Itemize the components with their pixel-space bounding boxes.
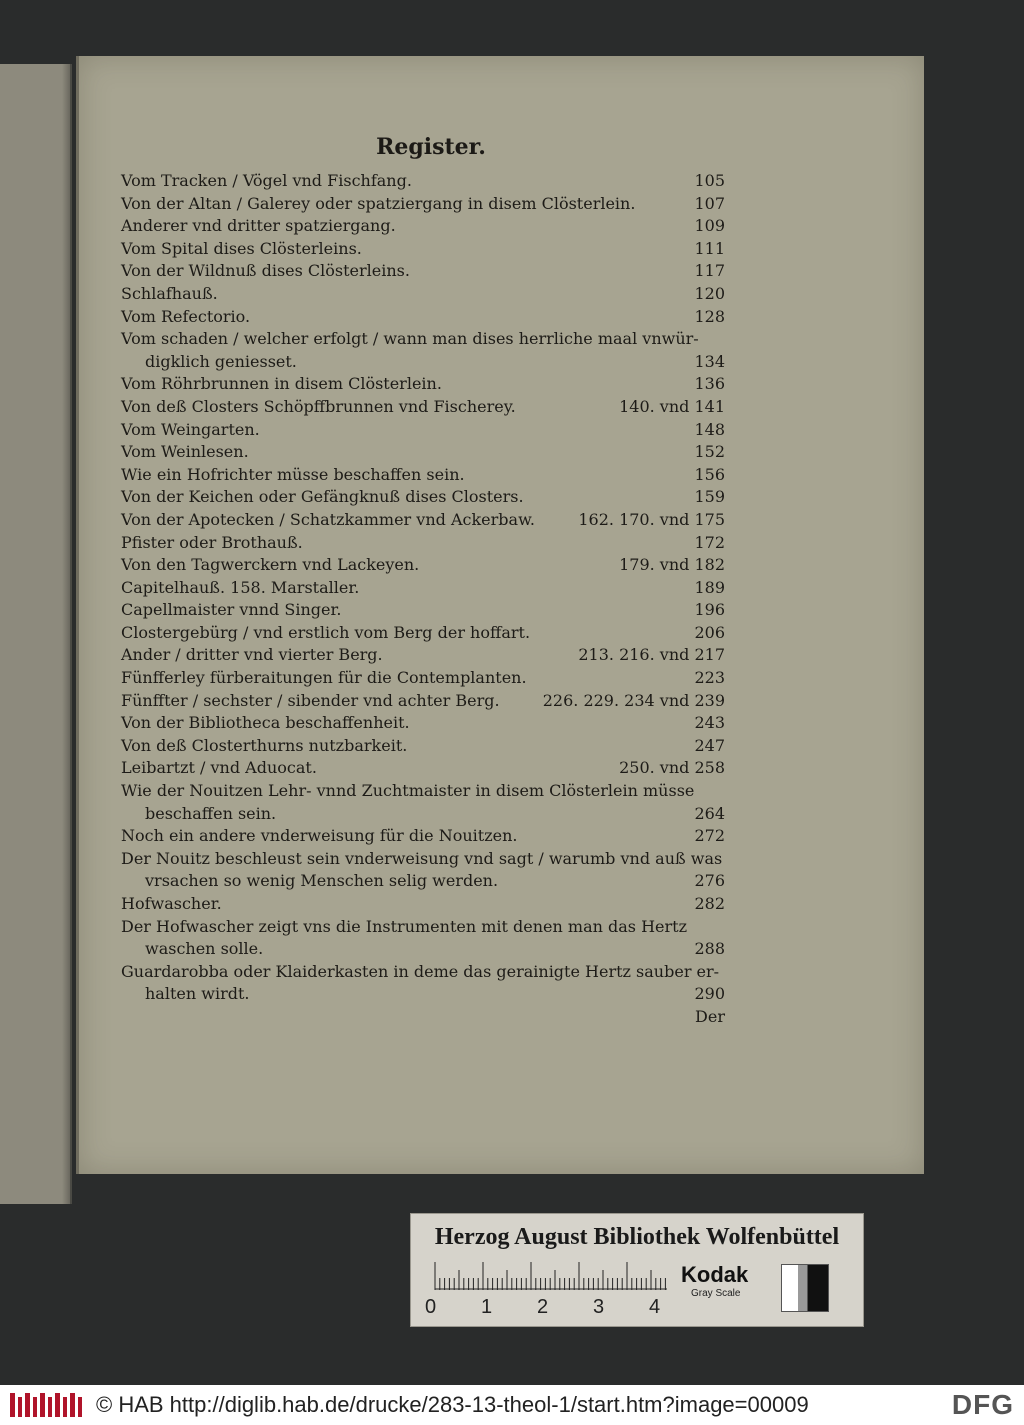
entry-page-number: 179. vnd 182 [619, 555, 725, 575]
kodak-brand: Kodak [681, 1262, 749, 1287]
page-title: Register. [376, 134, 486, 160]
register-entry [121, 938, 725, 961]
entry-text: Fünffter / sechster / sibender vnd achter Berg. [121, 690, 500, 710]
entry-text: Vom Weinlesen. [121, 442, 249, 462]
register-entry [121, 870, 725, 893]
register-entry [121, 825, 725, 848]
entry-page-number: 128 [694, 306, 725, 326]
entry-page-number: 206 [694, 622, 725, 642]
entry-page-number: 136 [694, 374, 725, 394]
entry-text: Vom Spital dises Clösterleins. [121, 238, 362, 258]
entry-page-number: 196 [694, 600, 725, 620]
register-entry [121, 644, 725, 667]
entry-page-number: 140. vnd 141 [619, 396, 725, 416]
entry-page-number: 250. vnd 258 [619, 758, 725, 778]
gray-scale-label: Gray Scale [691, 1288, 741, 1299]
register-entry [121, 848, 723, 871]
entry-page-number: 276 [694, 871, 725, 891]
register-entry [121, 577, 725, 600]
left-page-edge [0, 64, 72, 1204]
entry-page-number: 107 [694, 193, 725, 213]
entry-page-number: 243 [694, 713, 725, 733]
entry-page-number: 120 [694, 283, 725, 303]
entry-text: Wie der Nouitzen Lehr- vnnd Zuchtmaister in disem Clösterlein müsse [121, 781, 695, 801]
register-entries [121, 170, 725, 1029]
register-entry [121, 351, 725, 374]
entry-page-number: 272 [694, 826, 725, 846]
entry-text: Vom Röhrbrunnen in disem Clösterlein. [121, 374, 442, 394]
entry-page-number: 105 [694, 171, 725, 190]
entry-text: beschaffen sein. [145, 803, 277, 823]
entry-page-number: 282 [694, 894, 725, 913]
entry-text: Guardarobba oder Klaiderkasten in deme das gerainigte Hertz sauber er- [121, 961, 720, 981]
entry-text: halten wirdt. [145, 984, 250, 1004]
entry-page-number: 111 [694, 238, 725, 258]
footer-bar [0, 1385, 1024, 1425]
entry-text: Leibartzt / vnd Aduocat. [121, 758, 317, 778]
hab-logo-icon [8, 1391, 86, 1419]
library-name: Herzog August Bibliothek Wolfenbüttel [434, 1224, 840, 1250]
register-entry [121, 622, 725, 645]
register-entry [121, 328, 699, 351]
entry-page-number: 264 [694, 803, 725, 823]
ruler-number: 3 [593, 1296, 605, 1318]
entry-text: Von der Apotecken / Schatzkammer vnd Ackerbaw. [121, 509, 535, 529]
ruler [431, 1260, 671, 1290]
entry-text: Von der Altan / Galerey oder spatziergang in disem Clösterlein. [121, 193, 636, 213]
color-calibration-tag [410, 1213, 864, 1327]
entry-page-number: 247 [694, 735, 725, 755]
book-page [76, 56, 924, 1174]
entry-text: Pfister oder Brothauß. [121, 532, 303, 552]
entry-text: Fünfferley fürberaitungen für die Contemplanten. [121, 668, 527, 688]
entry-page-number: 290 [694, 984, 725, 1004]
entry-page-number: 223 [694, 668, 725, 688]
entry-page-number: 159 [694, 487, 725, 507]
catchword: Der [695, 1006, 725, 1026]
register-entry [121, 509, 725, 532]
register-entry [121, 419, 725, 442]
entry-text: Vom schaden / welcher erfolgt / wann man dises herrliche maal vnwür- [121, 329, 699, 349]
entry-text: Vom Weingarten. [121, 419, 260, 439]
entry-page-number: 226. 229. 234 vnd 239 [542, 690, 725, 710]
entry-page-number: 189 [694, 577, 725, 597]
entry-text: Von der Keichen oder Gefängknuß dises Closters. [121, 487, 524, 507]
register-entry [121, 170, 725, 193]
ruler-number: 0 [425, 1296, 437, 1318]
entry-text: Vom Tracken / Vögel vnd Fischfang. [121, 171, 412, 190]
register-entry [121, 215, 725, 238]
entry-text: Der Nouitz beschleust sein vnderweisung vnd sagt / warumb vnd auß was [121, 848, 723, 868]
register-entry [121, 283, 725, 306]
entry-text: Der Hofwascher zeigt vns die Instrumenten mit denen man das Hertz [121, 916, 688, 936]
dfg-logo: DFG [951, 1389, 1014, 1420]
register-entry [121, 193, 725, 216]
entry-text: Clostergebürg / vnd erstlich vom Berg der hoffart. [121, 622, 531, 642]
entry-text: Capellmaister vnnd Singer. [121, 600, 342, 620]
register-entry [121, 757, 725, 780]
entry-text: Von der Wildnuß dises Clösterleins. [121, 261, 410, 281]
entry-page-number: 117 [694, 261, 725, 281]
entry-page-number: 109 [694, 216, 725, 236]
entry-text: Noch ein andere vnderweisung für die Nouitzen. [121, 826, 518, 846]
register-entry [121, 735, 725, 758]
register-entry [121, 916, 691, 939]
entry-text: digklich geniesset. [145, 351, 297, 371]
register-entry [121, 983, 725, 1006]
register-entry [121, 396, 725, 419]
entry-text: Hofwascher. [121, 894, 222, 913]
register-entry [121, 893, 725, 916]
gray-scale-patch [781, 1264, 829, 1312]
entry-text: Von den Tagwerckern vnd Lackeyen. [121, 555, 420, 575]
register-entry [121, 712, 725, 735]
entry-page-number: 134 [694, 351, 725, 371]
entry-text: waschen solle. [145, 939, 264, 959]
entry-text: Von der Bibliotheca beschaffenheit. [121, 713, 410, 733]
entry-page-number: 172 [694, 532, 725, 552]
ruler-number: 4 [649, 1296, 661, 1318]
entry-text: Capitelhauß. 158. Marstaller. [121, 577, 360, 597]
register-entry [121, 238, 725, 261]
register-entry [121, 306, 725, 329]
entry-text: Anderer vnd dritter spatziergang. [121, 216, 396, 236]
ruler-number: 2 [537, 1296, 549, 1318]
register-entry [121, 464, 725, 487]
entry-page-number: 148 [694, 419, 725, 439]
entry-page-number: 213. 216. vnd 217 [578, 645, 725, 665]
entry-page-number: 156 [694, 464, 725, 484]
register-entry [121, 554, 725, 577]
register-entry [121, 599, 725, 622]
register-entry [121, 690, 725, 713]
kodak-label [681, 1262, 748, 1299]
register-entry [121, 260, 725, 283]
entry-text: Von deß Closters Schöpffbrunnen vnd Fischerey. [121, 396, 516, 416]
entry-text: Ander / dritter vnd vierter Berg. [121, 645, 383, 665]
register-entry [121, 961, 720, 984]
entry-text: vrsachen so wenig Menschen selig werden. [145, 871, 499, 891]
register-entry [121, 532, 725, 555]
ruler-number: 1 [481, 1296, 493, 1318]
entry-text: Von deß Closterthurns nutzbarkeit. [121, 735, 408, 755]
entry-text: Wie ein Hofrichter müsse beschaffen sein. [121, 464, 465, 484]
register-entry [121, 803, 725, 826]
register-entry [121, 373, 725, 396]
entry-page-number: 162. 170. vnd 175 [578, 509, 725, 529]
footer-url: © HAB http://diglib.hab.de/drucke/283-13-theol-1/start.htm?image=00009 [96, 1392, 809, 1417]
entry-text: Schlafhauß. [121, 283, 218, 303]
entry-page-number: 288 [694, 939, 725, 959]
register-entry [121, 486, 725, 509]
entry-text: Vom Refectorio. [121, 306, 251, 326]
register-entry [121, 780, 695, 803]
register-entry [121, 667, 725, 690]
entry-page-number: 152 [694, 442, 725, 462]
register-entry [121, 441, 725, 464]
